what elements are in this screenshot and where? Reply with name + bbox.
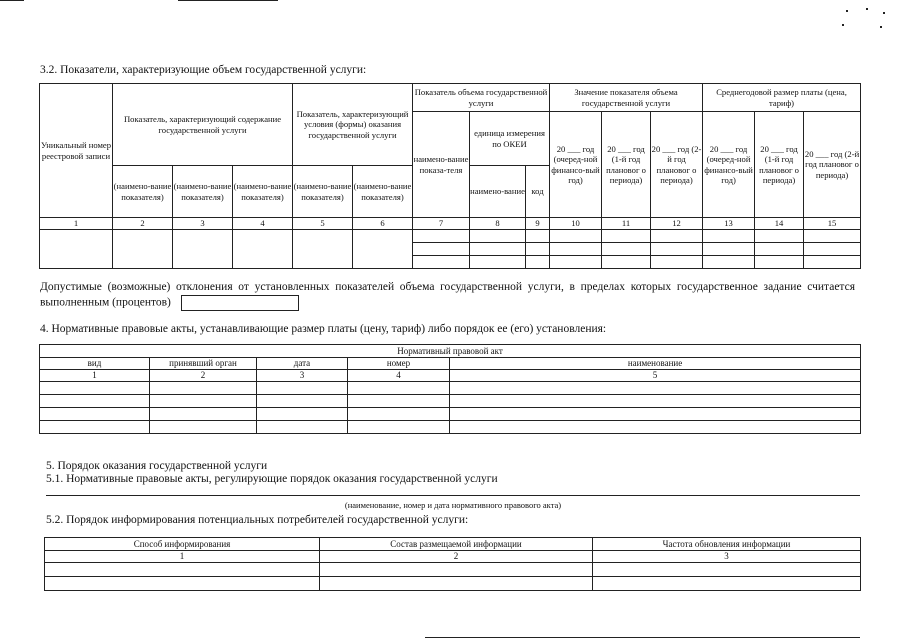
info-frequency-header: Частота обновления информации xyxy=(593,538,861,551)
deviation-text: Допустимые (возможные) отклонения от установленных показателей объема государственной услуги, в пределах которых государственное задание считается выполненным (процентов) xyxy=(40,281,855,309)
conditions-sub-2: (наимено-вание показателя) xyxy=(353,166,413,218)
section-3-2-title: 3.2. Показатели, характеризующие объем государственной услуги: xyxy=(40,64,367,76)
okei-code-header: код xyxy=(526,166,550,218)
fee-year-plan2: 20 ___ год (2-й год плановог о периода) xyxy=(804,112,861,218)
col-number: 15 xyxy=(804,218,861,230)
volume-indicators-table xyxy=(39,83,861,269)
table-row xyxy=(45,563,861,577)
info-method-header: Способ информирования xyxy=(45,538,320,551)
content-sub-3: (наимено-вание показателя) xyxy=(233,166,293,218)
speck xyxy=(883,12,885,14)
section-5-title: 5. Порядок оказания государственной услуги xyxy=(46,460,268,472)
content-sub-1: (наимено-вание показателя) xyxy=(113,166,173,218)
value-year-plan1: 20 ___ год (1-й год плановог о периода) xyxy=(602,112,651,218)
content-sub-2: (наимено-вание показателя) xyxy=(173,166,233,218)
value-year-plan2: 20 ___ год (2-й год плановог о периода) xyxy=(651,112,703,218)
table-row xyxy=(40,408,861,421)
normative-act-caption: (наименование, номер и дата нормативного правового акта) xyxy=(344,500,562,510)
fee-year-plan1: 20 ___ год (1-й год плановог о периода) xyxy=(755,112,804,218)
col-number: 6 xyxy=(353,218,413,230)
indicator-name-header: наимено-вание показа-теля xyxy=(413,112,470,218)
col-number: 1 xyxy=(45,551,320,563)
normative-act-header: Нормативный правовой акт xyxy=(40,345,861,358)
act-authority-header: принявший орган xyxy=(150,358,257,370)
act-number-header: номер xyxy=(348,358,450,370)
col-number: 11 xyxy=(602,218,651,230)
col-number: 3 xyxy=(257,370,348,382)
col-number: 7 xyxy=(413,218,470,230)
column-number-row xyxy=(40,370,861,382)
okei-unit-header: единица измерения по ОКЕИ xyxy=(470,112,550,166)
content-indicator-header: Показатель, характеризующий содержание государственной услуги xyxy=(113,84,293,166)
col-number: 5 xyxy=(293,218,353,230)
informing-table xyxy=(44,537,861,591)
act-type-header: вид xyxy=(40,358,150,370)
conditions-indicator-header: Показатель, характеризующий условия (формы) оказания государственной услуги xyxy=(293,84,413,166)
normative-act-line[interactable] xyxy=(46,495,860,496)
table-row xyxy=(40,421,861,434)
speck xyxy=(880,26,882,28)
deviation-paragraph xyxy=(40,280,855,311)
col-number: 5 xyxy=(450,370,861,382)
average-fee-header: Среднегодовой размер платы (цена, тариф) xyxy=(703,84,861,112)
act-name-header: наименование xyxy=(450,358,861,370)
volume-value-header: Значение показателя объема государственной услуги xyxy=(550,84,703,112)
speck xyxy=(846,10,848,12)
top-rule-2 xyxy=(178,0,278,1)
col-number: 12 xyxy=(651,218,703,230)
column-number-row xyxy=(40,218,861,230)
deviation-percent-field[interactable] xyxy=(181,295,299,311)
col-number: 14 xyxy=(755,218,804,230)
table-row xyxy=(40,382,861,395)
table-row xyxy=(40,229,861,242)
value-year-current: 20 ___ год (очеред-ной финансо-вый год) xyxy=(550,112,602,218)
section-5-2-title: 5.2. Порядок информирования потенциальных потребителей государственной услуги: xyxy=(46,514,469,526)
info-content-header: Состав размещаемой информации xyxy=(320,538,593,551)
col-number: 2 xyxy=(320,551,593,563)
col-number: 1 xyxy=(40,370,150,382)
col-number: 4 xyxy=(233,218,293,230)
col-number: 2 xyxy=(150,370,257,382)
col-number: 3 xyxy=(173,218,233,230)
fee-year-current: 20 ___ год (очеред-ной финансо-вый год) xyxy=(703,112,755,218)
table-row xyxy=(45,577,861,591)
okei-name-header: наимено-вание xyxy=(470,166,526,218)
normative-acts-table xyxy=(39,344,861,434)
section-4-title: 4. Нормативные правовые акты, устанавливающие размер платы (цену, тариф) либо порядок ее (его) установления: xyxy=(40,323,607,335)
col-number: 8 xyxy=(470,218,526,230)
bottom-rule xyxy=(425,637,860,638)
speck xyxy=(842,24,844,26)
col-number: 13 xyxy=(703,218,755,230)
col-number: 10 xyxy=(550,218,602,230)
act-date-header: дата xyxy=(257,358,348,370)
speck xyxy=(866,8,868,10)
section-5-1-title: 5.1. Нормативные правовые акты, регулирующие порядок оказания государственной услуги xyxy=(46,473,498,485)
top-rule xyxy=(0,0,24,1)
col-number: 2 xyxy=(113,218,173,230)
unique-id-header: Уникальный номер реестровой записи xyxy=(40,84,113,218)
volume-indicator-header: Показатель объема государственной услуги xyxy=(413,84,550,112)
conditions-sub-1: (наимено-вание показателя) xyxy=(293,166,353,218)
col-number: 9 xyxy=(526,218,550,230)
column-number-row xyxy=(45,551,861,563)
col-number: 4 xyxy=(348,370,450,382)
col-number: 3 xyxy=(593,551,861,563)
table-row xyxy=(40,395,861,408)
col-number: 1 xyxy=(40,218,113,230)
